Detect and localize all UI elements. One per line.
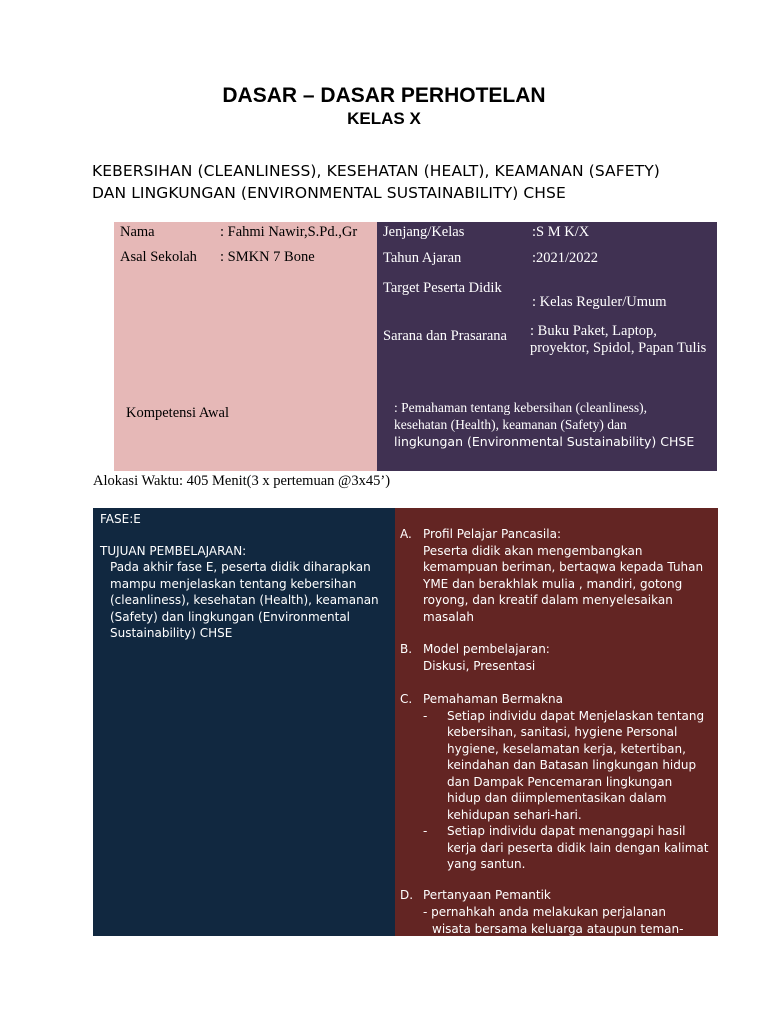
section-a-line-1: Peserta didik akan mengembangkan bbox=[423, 543, 643, 558]
tahun-value: :2021/2022 bbox=[532, 250, 599, 266]
section-d-letter: D. bbox=[400, 888, 414, 902]
kompetensi-value-2: kesehatan (Health), keamanan (Safety) dan bbox=[394, 417, 627, 432]
section-c2-line-3: yang santun. bbox=[447, 857, 526, 871]
topic-line-1: KEBERSIHAN (CLEANLINESS), KESEHATAN (HEALT), KEAMANAN (SAFETY) bbox=[92, 162, 660, 180]
section-d-line-1: - pernahkah anda melakukan perjalanan bbox=[423, 905, 667, 919]
section-a-title: Profil Pelajar Pancasila: bbox=[423, 527, 561, 541]
sekolah-value: : SMKN 7 Bone bbox=[220, 249, 315, 265]
sekolah-label: Asal Sekolah bbox=[120, 249, 197, 265]
target-value: : Kelas Reguler/Umum bbox=[532, 294, 667, 310]
tujuan-line-5: Sustainability) CHSE bbox=[110, 626, 233, 640]
tahun-label: Tahun Ajaran bbox=[383, 250, 462, 266]
tujuan-label: TUJUAN PEMBELAJARAN: bbox=[100, 544, 247, 558]
section-c2-dash: - bbox=[423, 824, 428, 838]
section-a-letter: A. bbox=[400, 527, 412, 541]
section-d-title: Pertanyaan Pemantik bbox=[423, 888, 551, 902]
tujuan-line-2: mampu menjelaskan tentang kebersihan bbox=[110, 576, 357, 591]
document-title: DASAR – DASAR PERHOTELAN bbox=[222, 84, 546, 107]
section-c1-line-5: dan Dampak Pencemaran lingkungan bbox=[447, 774, 673, 789]
alokasi-waktu: Alokasi Waktu: 405 Menit(3 x pertemuan @3x45’) bbox=[93, 473, 391, 489]
section-a-line-2: kemampuan beriman, bertaqwa kepada Tuhan bbox=[423, 560, 704, 574]
section-a-line-5: masalah bbox=[423, 609, 474, 624]
jenjang-label: Jenjang/Kelas bbox=[383, 224, 465, 240]
topic-line-2: DAN LINGKUNGAN (ENVIRONMENTAL SUSTAINABILITY) CHSE bbox=[92, 184, 566, 202]
section-a-line-3: YME dan berakhlak mulia , mandiri, gotong bbox=[423, 576, 683, 591]
section-c1-line-1: Setiap individu dapat Menjelaskan tentang bbox=[447, 708, 705, 723]
learning-objective-panel bbox=[93, 508, 395, 936]
sarana-label: Sarana dan Prasarana bbox=[383, 328, 507, 344]
kompetensi-label: Kompetensi Awal bbox=[126, 405, 229, 421]
jenjang-value: :S M K/X bbox=[532, 224, 590, 240]
sarana-value-1: : Buku Paket, Laptop, bbox=[530, 323, 657, 339]
section-c1-line-6: hidup dan diimplementasikan dalam bbox=[447, 791, 667, 805]
fase-label: FASE:E bbox=[100, 512, 141, 526]
section-b-title: Model pembelajaran: bbox=[423, 642, 550, 656]
tujuan-line-1: Pada akhir fase E, peserta didik diharapkan bbox=[110, 560, 371, 574]
tujuan-line-3: (cleanliness), kesehatan (Health), keamanan bbox=[110, 593, 379, 607]
section-a-line-4: royong, dan kreatif dalam menyelesaikan bbox=[423, 593, 673, 607]
section-d-line-2: wisata bersama keluarga ataupun teman- bbox=[432, 921, 684, 936]
section-c-letter: C. bbox=[400, 692, 413, 706]
kompetensi-value-1: : Pemahaman tentang kebersihan (cleanliness), bbox=[394, 400, 648, 415]
nama-label: Nama bbox=[120, 224, 155, 240]
document-subtitle: KELAS X bbox=[347, 109, 421, 128]
section-c1-line-4: keindahan dan Batasan lingkungan hidup bbox=[447, 758, 697, 772]
nama-value: : Fahmi Nawir,S.Pd.,Gr bbox=[220, 224, 358, 240]
section-c-title: Pemahaman Bermakna bbox=[423, 692, 563, 706]
sarana-value-2: proyektor, Spidol, Papan Tulis bbox=[530, 340, 707, 356]
section-c1-line-7: kehidupan sehari-hari. bbox=[447, 807, 582, 822]
kompetensi-value-3: lingkungan (Environmental Sustainability) CHSE bbox=[394, 434, 695, 449]
learning-details-panel bbox=[395, 508, 718, 936]
section-c2-line-2: kerja dari peserta didik lain dengan kalimat bbox=[447, 840, 709, 855]
tujuan-line-4: (Safety) dan lingkungan (Environmental bbox=[110, 609, 351, 624]
section-b-letter: B. bbox=[400, 642, 413, 656]
section-c2-line-1: Setiap individu dapat menanggapi hasil bbox=[447, 824, 686, 838]
section-c1-dash: - bbox=[423, 708, 428, 723]
section-c1-line-3: hygiene, keselamatan kerja, ketertiban, bbox=[447, 741, 686, 756]
section-c1-line-2: kebersihan, sanitasi, hygiene Personal bbox=[447, 725, 678, 739]
target-label: Target Peserta Didik bbox=[383, 280, 502, 296]
section-b-value: Diskusi, Presentasi bbox=[423, 658, 536, 673]
